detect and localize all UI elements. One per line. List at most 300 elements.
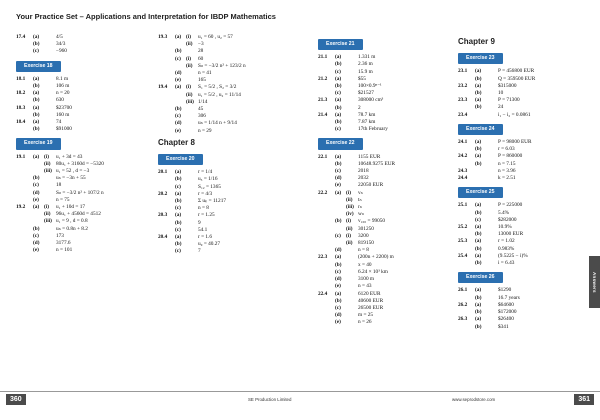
question-number [458, 309, 475, 316]
subpart-label [346, 112, 358, 119]
subpart-label [486, 112, 498, 119]
subpart-label [486, 217, 498, 224]
answer-row [458, 260, 583, 267]
subpart-label: (i) [186, 55, 191, 62]
subpart-label: (i) [186, 34, 191, 40]
question-number [318, 305, 335, 312]
answer-value: 28 [198, 48, 204, 55]
exercise-banner-row [16, 56, 146, 76]
question-number [16, 247, 33, 254]
question-number: 18.4 [16, 119, 26, 126]
answer-row [458, 68, 583, 75]
subpart-label [486, 168, 498, 175]
question-number [318, 312, 335, 319]
answer-value: u₁ + 3d = 43 [56, 153, 83, 160]
answer-row [318, 226, 453, 233]
answer-value: n = 101 [56, 247, 73, 254]
answer-value: r = 6.03 [498, 146, 515, 153]
subpart-label [44, 105, 56, 112]
question-number [16, 182, 33, 189]
part-label: (c) [175, 248, 181, 255]
answer-value: r = 1.02 [498, 238, 515, 245]
answer-value: 54.1 [198, 226, 208, 233]
answer-value: 2018 [358, 168, 369, 175]
subpart-label [44, 233, 56, 240]
exercise-banner-row [458, 182, 583, 202]
part-label: (b) [475, 146, 482, 153]
exercise-banner: Exercise 18 [16, 61, 61, 72]
subpart-label [186, 169, 198, 176]
question-number [16, 218, 33, 225]
right-page-number: 361 [574, 394, 594, 405]
subpart-label [346, 319, 358, 326]
part-label: (a) [475, 68, 482, 75]
part-label: (b) [475, 160, 482, 167]
part-label: (a) [175, 190, 182, 197]
answer-value: $26400 [498, 316, 514, 323]
subpart-label [346, 90, 358, 97]
answer-row [318, 182, 453, 189]
answer-row [16, 161, 146, 168]
subpart-label [346, 254, 358, 261]
subpart-label [346, 154, 358, 161]
chapter-heading: Chapter 8 [158, 137, 195, 147]
answer-row [458, 76, 583, 83]
question-number [318, 105, 335, 112]
part-label: (e) [335, 182, 341, 189]
subpart-label: (i) [346, 189, 351, 196]
subpart-label [486, 231, 498, 238]
part-label: (b) [335, 104, 342, 111]
subpart-label [44, 34, 56, 41]
part-label: (b) [335, 119, 342, 126]
part-label: (b) [475, 90, 482, 97]
question-number: 20.4 [158, 234, 168, 241]
answer-value: 106 m [56, 83, 70, 90]
question-number [318, 218, 335, 225]
subpart-label: (i) [186, 84, 191, 91]
answer-value: $21527 [358, 90, 374, 97]
answer-value: u₁ = 5/2 , u₂ = 11/14 [198, 91, 241, 98]
answer-row [458, 324, 583, 331]
answer-value: P = 98000 EUR [498, 139, 532, 146]
exercise-banner-row [16, 133, 146, 153]
part-label: (a) [175, 84, 182, 91]
question-number [16, 161, 33, 168]
answer-row [318, 61, 453, 68]
subpart-label: (ii) [186, 41, 193, 48]
question-number [16, 83, 33, 90]
part-label [33, 211, 44, 218]
part-label: (b) [175, 219, 182, 226]
answer-value: u₁ = 52 , d = −3 [56, 168, 90, 175]
question-number [318, 83, 335, 90]
exercise-banner-row [458, 267, 583, 287]
answer-row [158, 128, 308, 135]
part-label: (a) [475, 153, 482, 160]
question-number [318, 240, 335, 247]
question-number: 22.4 [318, 290, 328, 297]
answer-row [458, 253, 583, 260]
answer-value: r = 1.25 [198, 212, 215, 219]
part-label: (b) [175, 176, 182, 183]
question-number [318, 262, 335, 269]
answer-row [16, 154, 146, 161]
question-number: 18.2 [16, 90, 26, 97]
part-label: (c) [33, 232, 39, 239]
answer-value: u₁ = 9 , d = 0.8 [56, 218, 88, 225]
answer-value: −3 [198, 41, 204, 48]
answer-row [318, 97, 453, 104]
answer-value: 100×0.9ⁿ⁻¹ [358, 83, 382, 90]
part-label: (c) [335, 90, 341, 97]
answer-row [158, 191, 308, 198]
subpart-label: (i) [346, 232, 351, 239]
exercise-banner-row [318, 34, 453, 54]
question-number [158, 41, 175, 48]
part-label: (b) [335, 261, 342, 268]
question-number [458, 324, 475, 331]
subpart-label: (i) [346, 218, 351, 225]
answer-row [318, 291, 453, 298]
part-label: (c) [475, 216, 481, 223]
subpart-label [44, 247, 56, 254]
part-label: (e) [33, 247, 39, 254]
part-label: (b) [475, 260, 482, 267]
answer-value: Sₙ = −3/2 n² + 107/2 n [56, 189, 104, 196]
answer-row [318, 105, 453, 112]
subpart-label [486, 210, 498, 217]
answer-value: n = 3.96 [498, 167, 516, 174]
answer-value: u₅ = 1/16 [198, 176, 218, 183]
answer-row [158, 212, 308, 219]
question-number [16, 48, 33, 55]
answer-value: 160 m [56, 111, 70, 118]
part-label [175, 92, 186, 99]
answer-row [318, 112, 453, 119]
part-label [475, 168, 486, 175]
question-number [458, 231, 475, 238]
question-number [318, 298, 335, 305]
answer-value: (200n + 2200) m [358, 254, 394, 261]
answer-row [16, 48, 146, 55]
answer-value: 78.7 km [358, 111, 376, 118]
part-label: (b) [33, 225, 40, 232]
subpart-label [346, 283, 358, 290]
subpart-label [486, 295, 498, 302]
part-label: (a) [475, 97, 482, 104]
subpart-label: (ii) [186, 62, 193, 69]
answer-column-3 [318, 34, 453, 327]
answer-row [458, 168, 583, 175]
question-number [158, 198, 175, 205]
question-number [458, 76, 475, 83]
question-number [16, 240, 33, 247]
question-number [318, 119, 335, 126]
subpart-label [44, 48, 56, 55]
answers-side-tab: Answers [589, 256, 600, 308]
question-number [318, 211, 335, 218]
subpart-label [486, 76, 498, 83]
subpart-label [186, 220, 198, 227]
answer-value: rₙ [358, 204, 362, 211]
answer-value: $315000 [498, 82, 517, 89]
answer-row [458, 175, 583, 182]
answer-value: 3177.6 [56, 240, 71, 247]
website-text: www.seprodstore.com [452, 397, 496, 402]
question-number: 19.1 [16, 153, 26, 160]
subpart-label [486, 146, 498, 153]
part-label: (a) [335, 111, 342, 118]
subpart-label [44, 83, 56, 90]
question-number [458, 246, 475, 253]
answer-value: x = 40 [358, 261, 372, 268]
subpart-label [486, 161, 498, 168]
answer-row [318, 283, 453, 290]
page-header-title: Your Practice Set – Applications and Interpretation for IBDP Mathematics [16, 12, 276, 21]
answer-value: r = 4/3 [198, 190, 213, 197]
answer-value: S₁ = 5/2 , S₂ = 3/2 [198, 84, 237, 91]
subpart-label [346, 69, 358, 76]
answer-row [16, 97, 146, 104]
question-number: 24.4 [458, 175, 468, 182]
answer-value: 13000 EUR [498, 231, 524, 238]
part-label: (b) [175, 48, 182, 55]
question-number [16, 211, 33, 218]
question-number [158, 220, 175, 227]
part-label: (b) [33, 97, 40, 104]
question-number [158, 120, 175, 127]
answer-value: 1.331 m [358, 54, 376, 61]
answer-row [458, 161, 583, 168]
subpart-label [346, 262, 358, 269]
subpart-label [486, 309, 498, 316]
part-label: (a) [475, 202, 482, 209]
question-number: 24.3 [458, 167, 468, 174]
answer-row [458, 302, 583, 309]
part-label: (a) [33, 34, 40, 40]
part-label: (b) [335, 83, 342, 90]
answer-row [16, 190, 146, 197]
question-number [458, 104, 475, 111]
question-number [16, 41, 33, 48]
answer-row [318, 254, 453, 261]
answer-value: 60 [198, 55, 204, 62]
question-number [158, 63, 175, 70]
answer-row [158, 48, 308, 55]
answer-value: 7 [198, 248, 201, 255]
subpart-label [186, 176, 198, 183]
question-number [158, 128, 175, 135]
chapter-heading: Chapter 9 [458, 37, 495, 46]
subpart-label [486, 83, 498, 90]
exercise-banner: Exercise 22 [318, 138, 363, 149]
answer-value: 10 [498, 90, 504, 97]
part-label: (a) [33, 104, 40, 111]
part-label: (b) [475, 294, 482, 301]
part-label: (a) [33, 90, 40, 97]
question-number: 25.4 [458, 252, 468, 259]
subpart-label [186, 113, 198, 120]
subpart-label [486, 316, 498, 323]
answer-value: 8.1 m [56, 75, 69, 82]
question-number [318, 126, 335, 133]
part-label: (a) [33, 153, 40, 160]
subpart-label [346, 168, 358, 175]
answer-row [158, 63, 308, 70]
question-number: 19.2 [16, 204, 26, 211]
answer-value: 2 [358, 104, 361, 111]
subpart-label [44, 240, 56, 247]
part-label: (b) [33, 111, 40, 118]
answer-value: u₉ = 40.27 [198, 241, 221, 248]
part-label: (a) [335, 97, 342, 104]
part-label: (a) [475, 252, 482, 259]
answer-value: 301250 [358, 225, 374, 232]
subpart-label [346, 182, 358, 189]
subpart-label [486, 224, 498, 231]
exercise-banner-row [318, 133, 453, 153]
answer-value: 6.24 × 10³ km [358, 268, 388, 275]
answer-value: n = 7.15 [498, 160, 516, 167]
part-label: (d) [335, 312, 342, 319]
part-label: (c) [175, 205, 181, 212]
subpart-label [486, 287, 498, 294]
question-number [318, 319, 335, 326]
subpart-label [486, 153, 498, 160]
answer-value: n = 41 [198, 70, 212, 77]
part-label: (b) [175, 106, 182, 113]
answer-value: 173 [56, 232, 64, 239]
publisher-text: SE Production Limited [248, 397, 292, 402]
question-number [458, 260, 475, 267]
subpart-label [186, 184, 198, 191]
subpart-label [44, 119, 56, 126]
exercise-banner-row [458, 119, 583, 139]
answer-row [158, 220, 308, 227]
answer-value: uₙ = −3n + 55 [56, 175, 86, 182]
question-number [318, 175, 335, 182]
subpart-label [44, 182, 56, 189]
answer-value: i = 6.43 [498, 260, 515, 267]
part-label: (b) [335, 218, 342, 225]
part-label [475, 175, 486, 182]
answer-row [158, 92, 308, 99]
part-label: (c) [175, 183, 181, 190]
answer-row [458, 238, 583, 245]
subpart-label: (i) [44, 153, 49, 160]
subpart-label [44, 190, 56, 197]
subpart-label [486, 302, 498, 309]
question-number [158, 113, 175, 120]
part-label: (c) [335, 126, 341, 133]
part-label: (c) [335, 168, 341, 175]
answer-row [318, 197, 453, 204]
answer-row [16, 247, 146, 254]
answer-row [458, 316, 583, 323]
exercise-banner: Exercise 24 [458, 124, 503, 135]
answer-value: −960 [56, 48, 67, 55]
question-number: 25.1 [458, 202, 468, 209]
subpart-label [44, 97, 56, 104]
subpart-label [486, 324, 498, 331]
question-number [16, 190, 33, 197]
answer-row [318, 218, 453, 225]
answer-value: vₙ [358, 189, 363, 196]
answer-row [16, 76, 146, 83]
part-label: (c) [175, 226, 181, 233]
answer-value: uₙ = 0.8n + 8.2 [56, 225, 88, 232]
answer-value: 34/3 [56, 41, 66, 48]
answer-row [318, 161, 453, 168]
part-label: (a) [475, 238, 482, 245]
answer-row [318, 262, 453, 269]
question-number: 20.2 [158, 190, 168, 197]
question-number [16, 197, 33, 204]
answer-value: 308000 cm³ [358, 97, 384, 104]
question-number [458, 161, 475, 168]
subpart-label [486, 104, 498, 111]
answer-row [458, 153, 583, 160]
exercise-banner-row [458, 48, 583, 68]
part-label: (b) [33, 41, 40, 48]
subpart-label: (i) [44, 204, 49, 211]
subpart-label [186, 227, 198, 234]
subpart-label [346, 97, 358, 104]
answer-value: 22050 EUR [358, 182, 384, 189]
subpart-label: (iii) [186, 98, 194, 105]
exercise-banner: Exercise 26 [458, 272, 503, 283]
part-label: (b) [475, 245, 482, 252]
exercise-banner: Exercise 23 [458, 53, 503, 64]
question-number [458, 146, 475, 153]
part-label: (c) [33, 182, 39, 189]
left-page-number: 360 [6, 394, 26, 405]
answer-row [458, 83, 583, 90]
answer-row [318, 319, 453, 326]
subpart-label: (ii) [44, 160, 51, 167]
part-label: (c) [175, 55, 181, 62]
part-label: (c) [335, 268, 341, 275]
answer-row [458, 104, 583, 111]
exercise-banner: Exercise 21 [318, 39, 363, 50]
answer-row [16, 233, 146, 240]
subpart-label [346, 126, 358, 133]
answer-value: 15.9 m [358, 68, 373, 75]
answer-value: uₙ = 1/14 n + 9/14 [198, 120, 237, 127]
answer-row [158, 84, 308, 91]
part-label [335, 197, 346, 204]
answer-row [16, 126, 146, 133]
question-number [318, 204, 335, 211]
subpart-label [346, 276, 358, 283]
subpart-label [346, 305, 358, 312]
question-number [158, 241, 175, 248]
subpart-label [346, 83, 358, 90]
question-number: 23.4 [458, 111, 468, 118]
part-label [335, 226, 346, 233]
part-label [33, 161, 44, 168]
part-label: (b) [335, 61, 342, 68]
question-number [158, 48, 175, 55]
question-number: 26.3 [458, 316, 468, 323]
answer-row [318, 69, 453, 76]
question-number [318, 269, 335, 276]
answer-value: i₁ − i₂ = 0.0861 [498, 111, 531, 118]
question-number [318, 276, 335, 283]
part-label: (a) [475, 139, 482, 146]
part-label: (b) [475, 75, 482, 82]
